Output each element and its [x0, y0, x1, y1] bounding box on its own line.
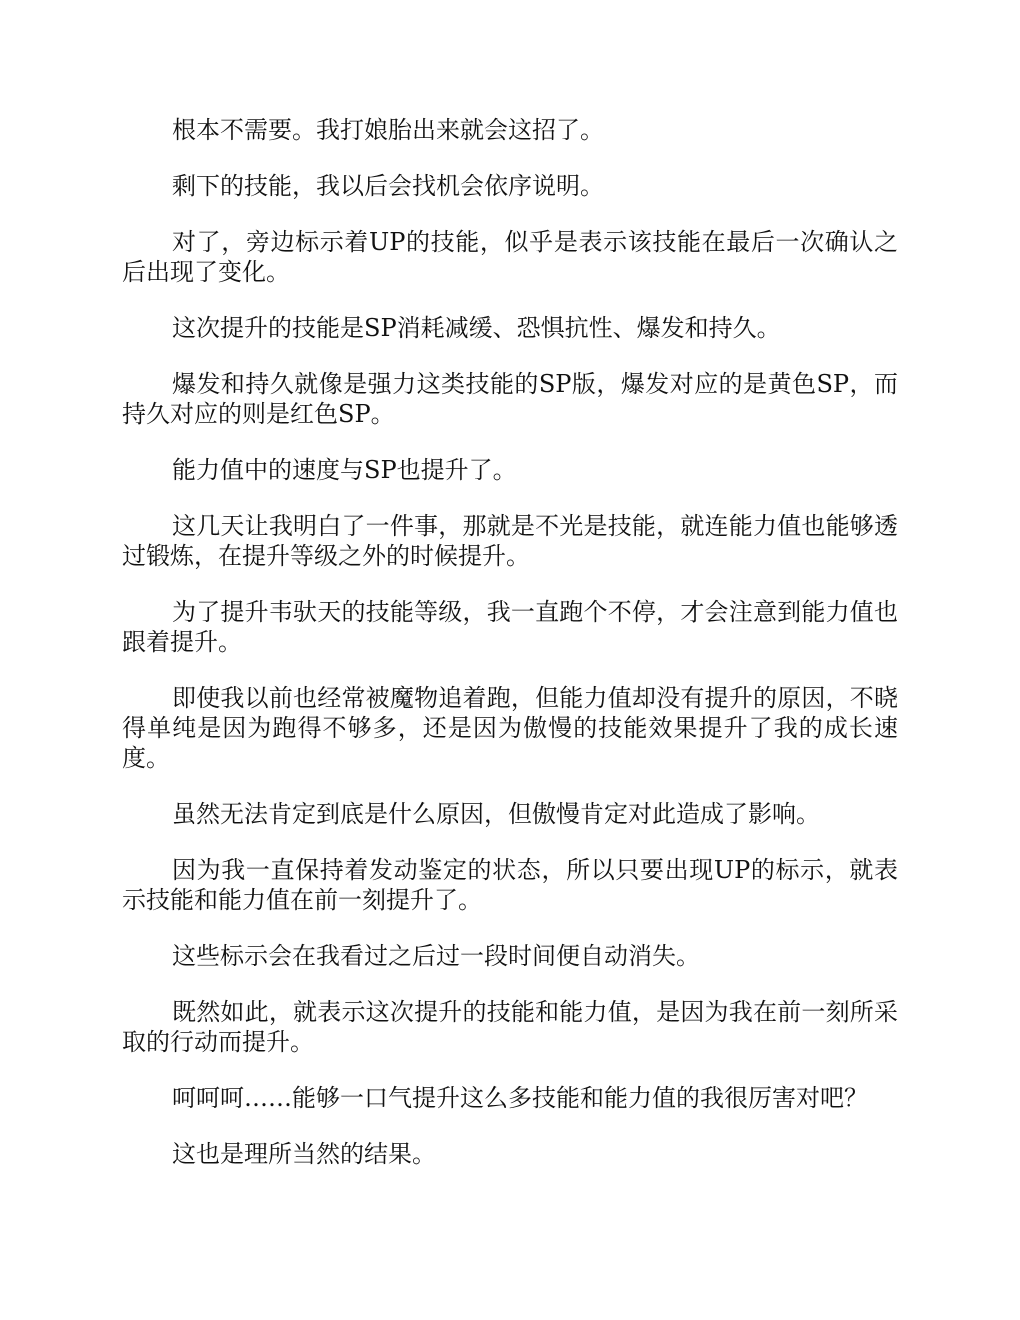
- paragraph-15: 这也是理所当然的结果。: [172, 1140, 436, 1168]
- paragraph-11: 因为我一直保持着发动鉴定的状态，所以只要出现UP的标示，就表示技能和能力值在前一刻提升了。: [122, 856, 898, 914]
- paragraph-2: 剩下的技能，我以后会找机会依序说明。: [172, 172, 604, 200]
- paragraph-3: 对了，旁边标示着UP的技能，似乎是表示该技能在最后一次确认之后出现了变化。: [122, 228, 898, 286]
- paragraph-12: 这些标示会在我看过之后过一段时间便自动消失。: [172, 942, 700, 970]
- paragraph-6: 能力值中的速度与SP也提升了。: [172, 456, 517, 484]
- paragraph-14: 呵呵呵……能够一口气提升这么多技能和能力值的我很厉害对吧？: [172, 1084, 868, 1112]
- paragraph-10: 虽然无法肯定到底是什么原因，但傲慢肯定对此造成了影响。: [172, 800, 820, 828]
- document-body: [122, 115, 898, 1195]
- paragraph-8: 为了提升韦驮天的技能等级，我一直跑个不停，才会注意到能力值也跟着提升。: [122, 598, 898, 656]
- paragraph-7: 这几天让我明白了一件事，那就是不光是技能，就连能力值也能够透过锻炼，在提升等级之外的时候提升。: [122, 512, 898, 570]
- paragraph-13: 既然如此，就表示这次提升的技能和能力值，是因为我在前一刻所采取的行动而提升。: [122, 998, 898, 1056]
- paragraph-9: 即使我以前也经常被魔物追着跑，但能力值却没有提升的原因，不晓得单纯是因为跑得不够多，还是因为傲慢的技能效果提升了我的成长速度。: [122, 684, 898, 772]
- paragraph-5: 爆发和持久就像是强力这类技能的SP版，爆发对应的是黄色SP，而持久对应的则是红色SP。: [122, 370, 898, 428]
- paragraph-1: 根本不需要。我打娘胎出来就会这招了。: [172, 116, 604, 144]
- paragraph-4: 这次提升的技能是SP消耗减缓、恐惧抗性、爆发和持久。: [172, 314, 781, 342]
